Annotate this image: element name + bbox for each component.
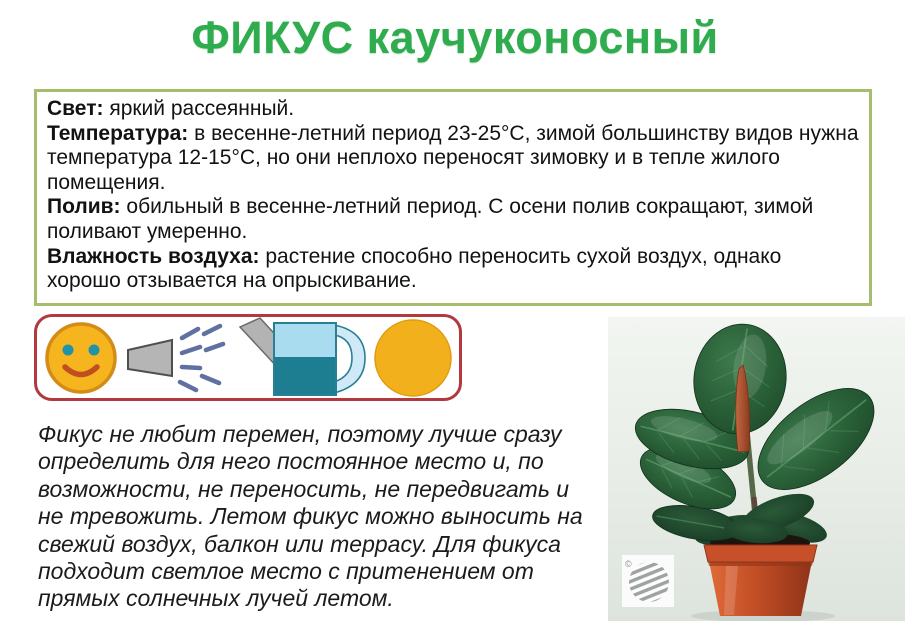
- watering-can-icon: [232, 315, 368, 401]
- plant-photo: [608, 317, 905, 621]
- care-icons-strip: [34, 314, 462, 401]
- care-item-label: Полив:: [47, 195, 121, 219]
- care-info-box: [34, 89, 872, 306]
- care-item-temperature: [47, 122, 859, 196]
- page-title: ФИКУС каучуконосный: [191, 12, 719, 63]
- smiley-face-icon: [43, 320, 119, 396]
- care-item-label: Свет:: [47, 97, 104, 120]
- care-item-text: обильный в весенне-летний период. С осени полив сокращают, зимой поливают умеренно.: [47, 195, 814, 243]
- sun-icon: [373, 318, 453, 398]
- care-item-humidity: [47, 245, 859, 294]
- care-item-light: [47, 97, 859, 122]
- svg-text:©: ©: [625, 559, 632, 569]
- placement-note: Фикус не любит перемен, поэтому лучше сразу определить для него постоянное место и, по возможности, не переносить, не передвигать и не тревожить. Летом фикус можно выносить на свежий воздух, балкон или террасу. Для фикуса подходит светлое место с притенением от прямых солнечных лучей летом.: [38, 421, 583, 612]
- care-item-label: Температура:: [47, 121, 189, 145]
- photo-watermark: [622, 555, 674, 607]
- care-item-label: Влажность воздуха:: [47, 244, 260, 268]
- care-item-watering: [47, 195, 859, 244]
- care-item-text: растение способно переносить сухой воздух, однако хорошо отзывается на опрыскивание.: [47, 244, 782, 293]
- spray-icon: [124, 320, 226, 396]
- care-item-text: яркий рассеянный.: [103, 97, 295, 120]
- care-item-text: в весенне-летний период 23-25°С, зимой большинству видов нужна температура 12-15°С, но они неплохо переносят зимовку и в тепле жилого помещения.: [47, 121, 859, 194]
